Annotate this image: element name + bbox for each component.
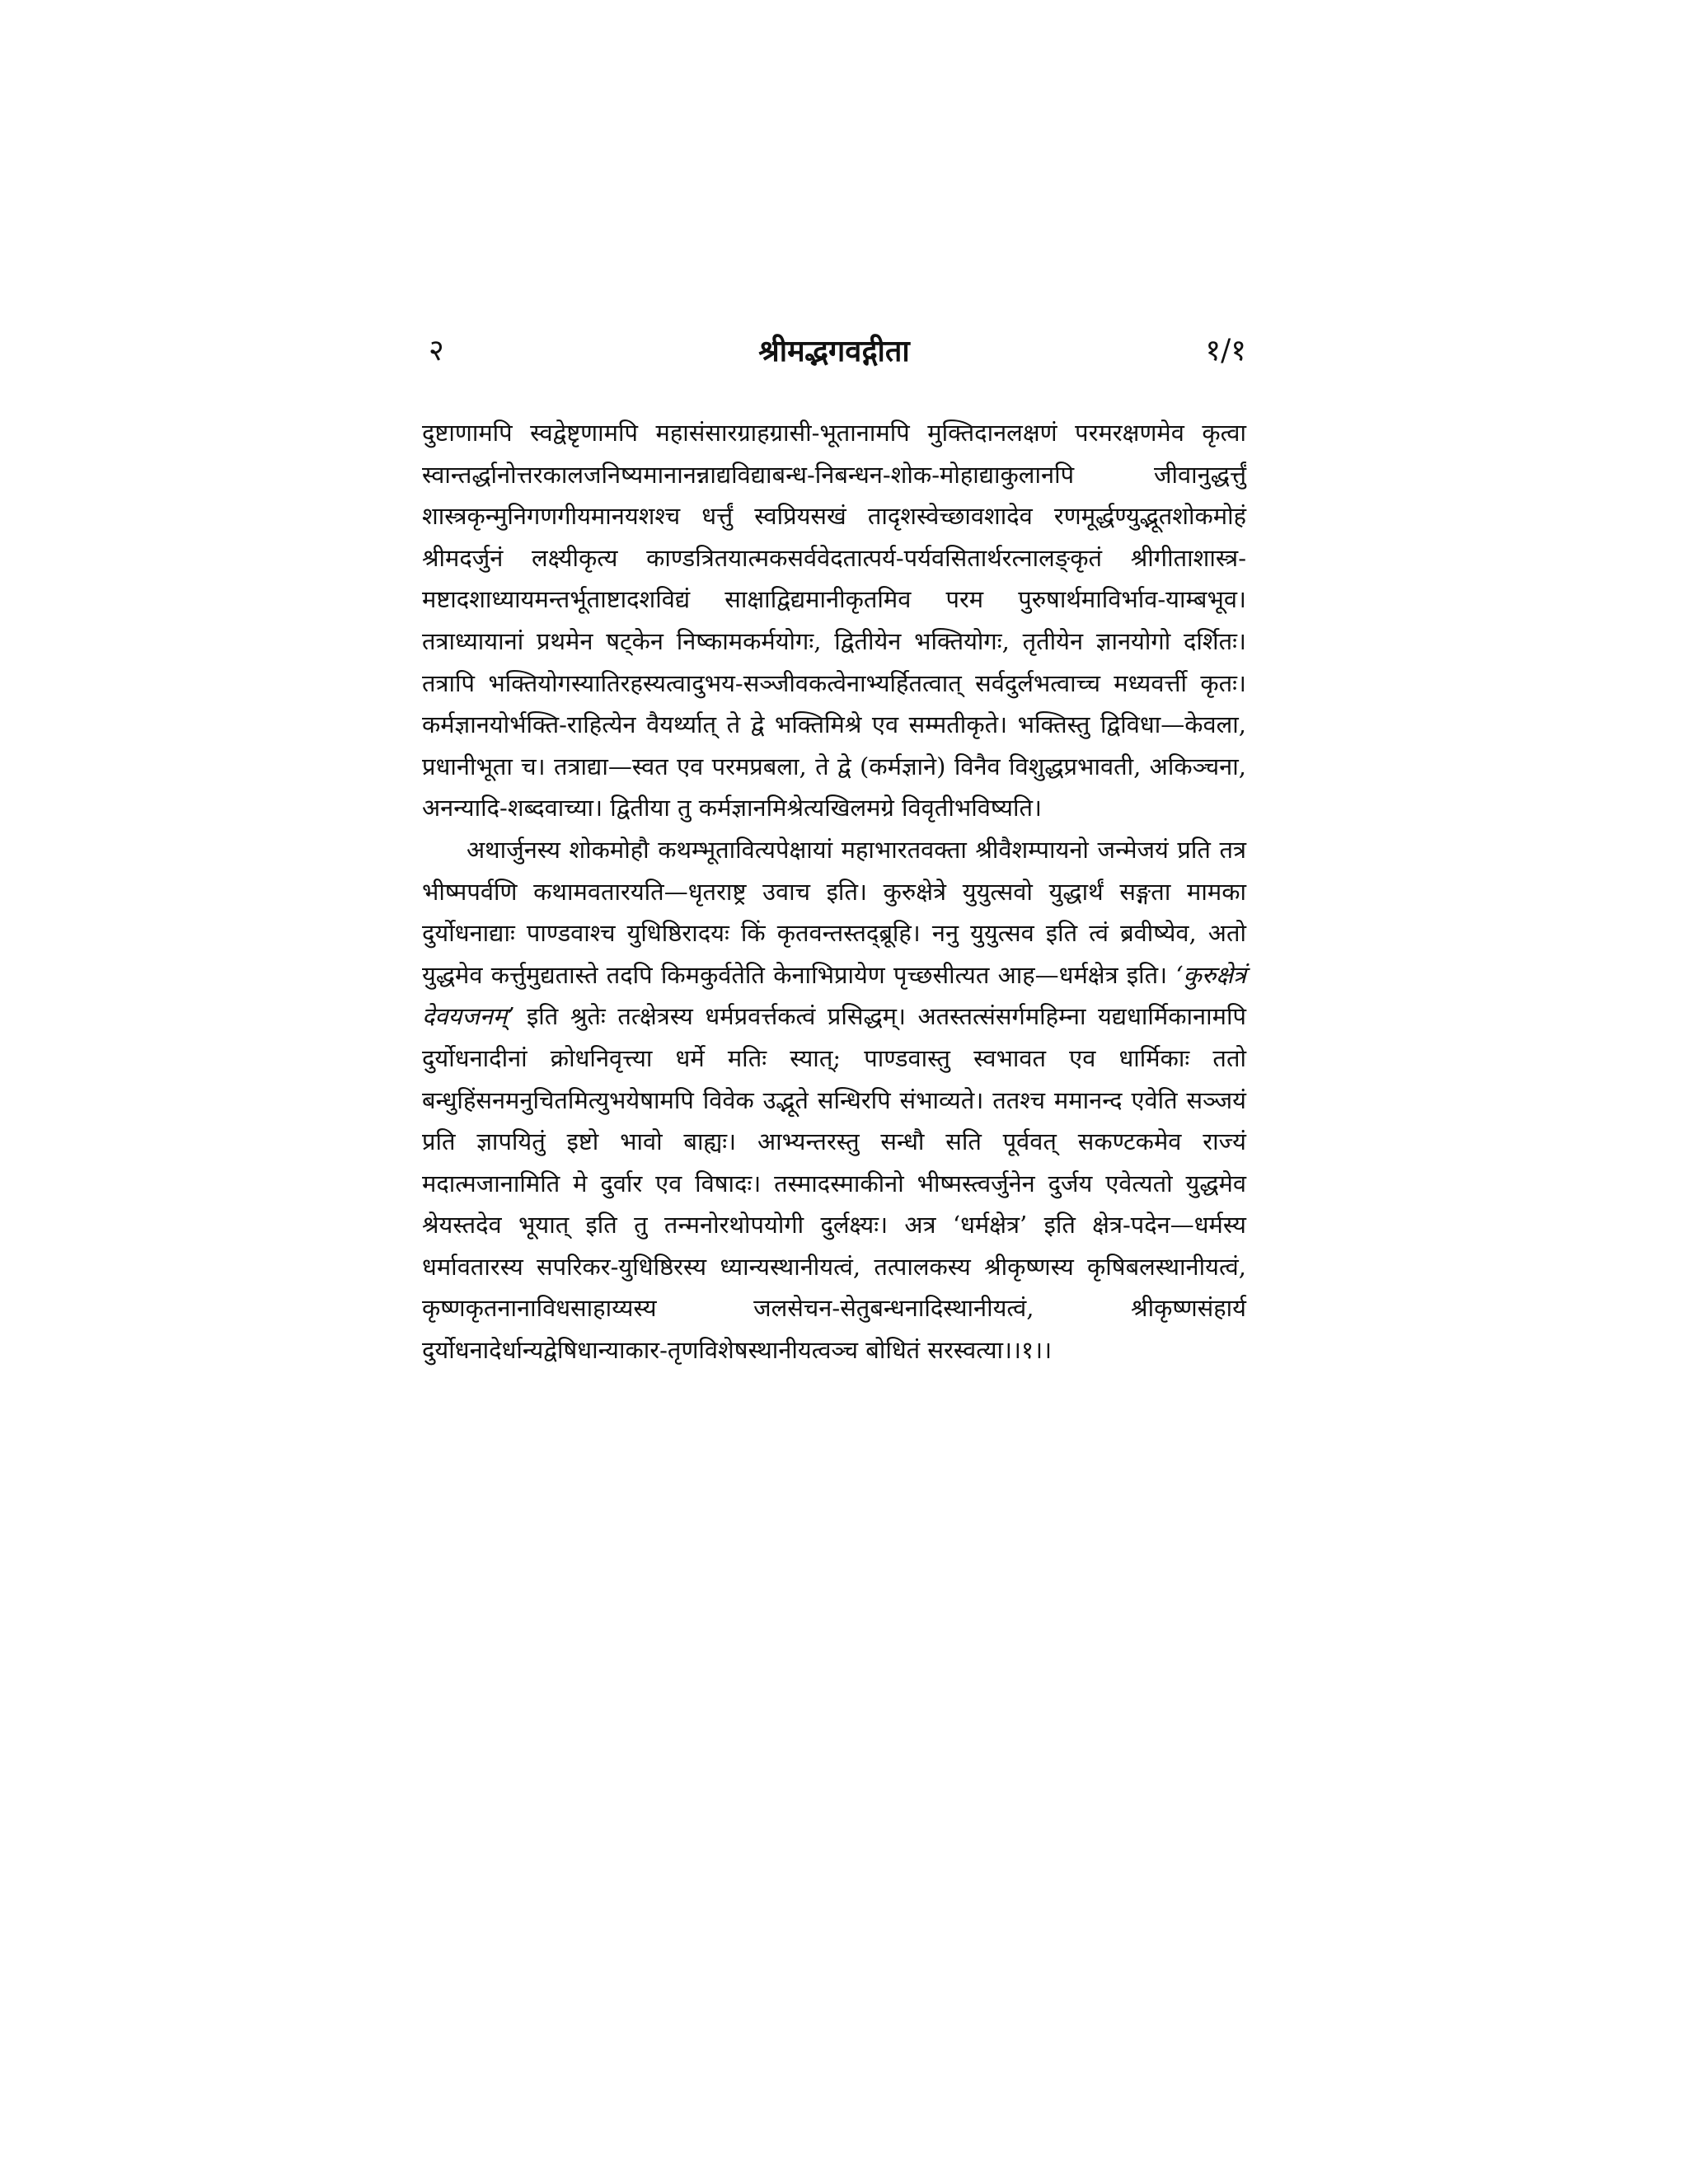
paragraph-2-text-before-quote: अथार्जुनस्य शोकमोहौ कथम्भूतावित्यपेक्षायां महाभारतवक्ता श्रीवैशम्पायनो जन्मेजयं प्रति तत्र भीष्मपर्वणि कथामवतारयति—धृतराष्ट्र उवाच इति। कुरुक्षेत्रे युयुत्सवो युद्धार्थं सङ्गता मामका दुर्योधनाद्याः पाण्डवाश्च युधिष्ठिरादयः किं कृतवन्तस्तद्ब्रूहि। ननु युयुत्सव इति त्वं ब्रवीष्येव, अतो युद्धमेव कर्त्तुमुद्यतास्ते तदपि किमकुर्वतेति केनाभिप्रायेण पृच्छसीत्यत आह—धर्मक्षेत्र इति। [422, 835, 1246, 989]
commentary-paragraph-2 [422, 829, 1246, 1371]
shruti-quote: ‘कुरुक्षेत्रं देवयजनम्’ [422, 960, 1246, 1031]
commentary-body [422, 412, 1246, 1371]
running-title: श्रीमद्भगवद्गीता [758, 334, 910, 368]
page-header [422, 328, 1246, 374]
page-number: २ [429, 334, 444, 368]
verse-reference: १/१ [1205, 334, 1246, 368]
paragraph-2-text-after-quote: इति श्रुतेः तत्क्षेत्रस्य धर्मप्रवर्त्तकत्वं प्रसिद्धम्। अतस्तत्संसर्गमहिम्ना यद्यधार्मिकानामपि दुर्योधनादीनां क्रोधनिवृत्त्या धर्मे मतिः स्यात्; पाण्डवास्तु स्वभावत एव धार्मिकाः ततो बन्धुहिंसनमनुचितमित्युभयेषामपि विवेक उद्भूते सन्धिरपि संभाव्यते। ततश्च ममानन्द एवेति सञ्जयं प्रति ज्ञापयितुं इष्टो भावो बाह्यः। आभ्यन्तरस्तु सन्धौ सति पूर्ववत् सकण्टकमेव राज्यं मदात्मजानामिति मे दुर्वार एव विषादः। तस्मादस्माकीनो भीष्मस्त्वर्जुनेन दुर्जय एवेत्यतो युद्धमेव श्रेयस्तदेव भूयात् इति तु तन्मनोरथोपयोगी दुर्लक्ष्यः। अत्र ‘धर्मक्षेत्र’ इति क्षेत्र-पदेन—धर्मस्य धर्मावतारस्य सपरिकर-युधिष्ठिरस्य ध्यान्यस्थानीयत्वं, तत्पालकस्य श्रीकृष्णस्य कृषिबलस्थानीयत्वं, कृष्णकृतनानाविधसाहाय्यस्य जलसेचन-सेतुबन्धनादिस्थानीयत्वं, श्रीकृष्णसंहार्य दुर्योधनादेर्धान्यद्वेषिधान्याकार-तृणविशेषस्थानीयत्वञ्च बोधितं सरस्वत्या।।१।। [422, 1002, 1246, 1365]
commentary-paragraph-1: दुष्टाणामपि स्वद्वेष्टृणामपि महासंसारग्राहग्रासी-भूतानामपि मुक्तिदानलक्षणं परमरक्षणमेव कृत्वा स्वान्तर्द्धानोत्तरकालजनिष्यमानानन्नाद्यविद्याबन्ध-निबन्धन-शोक-मोहाद्याकुलानपि जीवानुद्धर्त्तुं शास्त्रकृन्मुनिगणगीयमानयशश्च धर्त्तुं स्वप्रियसखं तादृशस्वेच्छावशादेव रणमूर्द्धण्युद्भूतशोकमोहं श्रीमदर्जुनं लक्ष्यीकृत्य काण्डत्रितयात्मकसर्ववेदतात्पर्य-पर्यवसितार्थरत्नालङ्कृतं श्रीगीताशास्त्र-मष्टादशाध्यायमन्तर्भूताष्टादशविद्यं साक्षाद्विद्यमानीकृतमिव परम पुरुषार्थमाविर्भाव-याम्बभूव। तत्राध्यायानां प्रथमेन षट्केन निष्कामकर्मयोगः, द्वितीयेन भक्तियोगः, तृतीयेन ज्ञानयोगो दर्शितः। तत्रापि भक्तियोगस्यातिरहस्यत्वादुभय-सञ्जीवकत्वेनाभ्यर्हितत्वात् सर्वदुर्लभत्वाच्च मध्यवर्त्ती कृतः। कर्मज्ञानयोर्भक्ति-राहित्येन वैयर्थ्यात् ते द्वे भक्तिमिश्रे एव सम्मतीकृते। भक्तिस्तु द्विविधा—केवला, प्रधानीभूता च। तत्राद्या—स्वत एव परमप्रबला, ते द्वे (कर्मज्ञाने) विनैव विशुद्धप्रभावती, अकिञ्चना, अनन्यादि-शब्दवाच्या। द्वितीया तु कर्मज्ञानमिश्रेत्यखिलमग्रे विवृतीभविष्यति। [422, 419, 1246, 823]
